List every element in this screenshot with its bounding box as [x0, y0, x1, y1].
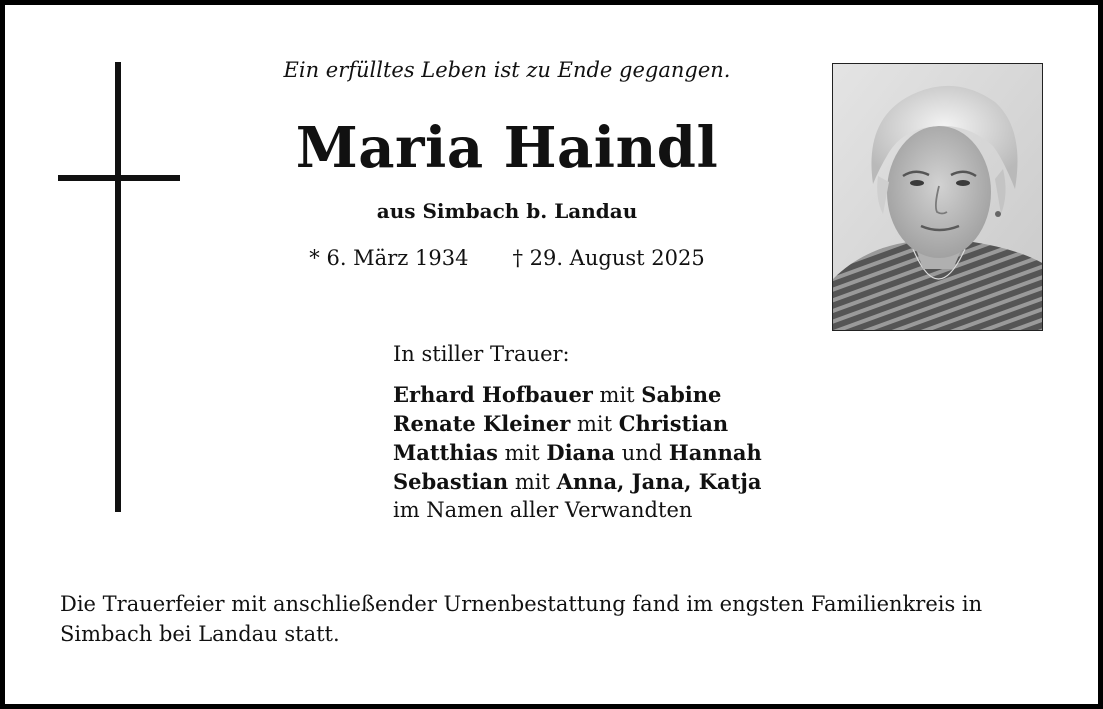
- mourner-line: [393, 467, 762, 496]
- mourner-line: [393, 438, 762, 467]
- mourner-name: Matthias: [393, 440, 498, 465]
- mourner-list: [393, 380, 762, 525]
- mourner-name: Renate Kleiner: [393, 411, 571, 436]
- deceased-name: Maria Haindl: [295, 115, 719, 181]
- origin-text: aus Simbach b. Landau: [376, 199, 638, 223]
- mourner-name: Diana: [546, 440, 616, 465]
- mourners-block: [393, 340, 762, 525]
- death-date: † 29. August 2025: [512, 246, 705, 270]
- connector-text: und: [615, 441, 669, 465]
- connector-text: mit: [592, 383, 642, 407]
- mourner-line: [393, 409, 762, 438]
- portrait-photo: [832, 63, 1043, 331]
- cross-vertical-bar: [115, 62, 121, 512]
- birth-date: * 6. März 1934: [309, 246, 469, 270]
- connector-text: mit: [497, 441, 547, 465]
- mourner-line: [393, 380, 762, 409]
- portrait-image: [833, 64, 1043, 331]
- mourning-intro: In stiller Trauer:: [393, 342, 570, 366]
- mourner-name: Anna, Jana, Katja: [556, 469, 762, 494]
- connector-text: mit: [570, 412, 619, 436]
- life-dates: [200, 246, 814, 270]
- mourner-name: Erhard Hofbauer: [393, 382, 593, 407]
- mourner-name: Sebastian: [393, 469, 509, 494]
- mourner-name: Christian: [618, 411, 729, 436]
- connector-text: mit: [508, 470, 557, 494]
- motto-text: Ein erfülltes Leben ist zu Ende gegangen.: [283, 58, 731, 82]
- mourner-name: Sabine: [641, 382, 722, 407]
- funeral-note: Die Trauerfeier mit anschließender Urnenbestattung fand im engsten Familienkreis in Simbach bei Landau statt.: [60, 592, 983, 646]
- connector-text: im Namen aller Verwandten: [393, 498, 693, 522]
- mourner-line: [393, 496, 762, 525]
- cross-horizontal-bar: [58, 175, 180, 181]
- mourner-name: Hannah: [668, 440, 762, 465]
